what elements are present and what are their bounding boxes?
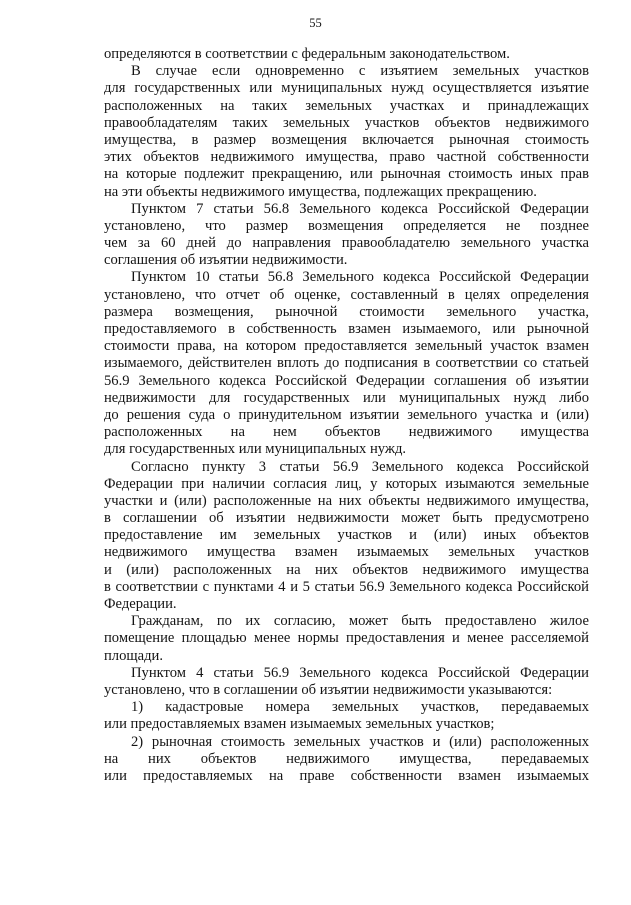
text-line: Федерации при наличии согласия лиц, у которых изымаются земельные [104, 475, 589, 492]
text-line: в соответствии с пунктами 4 и 5 статьи 56.9 Земельного кодекса Российской [104, 578, 589, 595]
text-line: на них объектов недвижимого имущества, передаваемых [104, 750, 589, 767]
text-line: на которые подлежит прекращению, или рыночная стоимость иных прав [104, 166, 589, 183]
text-line: расположенных на таких земельных участках и принадлежащих [104, 97, 589, 114]
text-line: расположенных на нем объектов недвижимого имущества [104, 424, 589, 441]
paragraph [104, 665, 589, 699]
text-line: Гражданам, по их согласию, может быть предоставлено жилое [131, 613, 589, 630]
paragraph [104, 201, 589, 270]
text-line: или предоставляемых на праве собственности взамен изымаемых [104, 767, 589, 784]
text-line: на эти объекты недвижимого имущества, подлежащих прекращению. [104, 183, 537, 200]
text-line: до решения суда о принудительном изъятии земельного участка и (или) [104, 406, 589, 423]
text-line: установлено, что размер возмещения определяется не позднее [104, 217, 589, 234]
text-line: Пунктом 4 статьи 56.9 Земельного кодекса Российской Федерации [131, 664, 589, 681]
text-line: этих объектов недвижимого имущества, право частной собственности [104, 149, 589, 166]
text-line: помещение площадью менее нормы предоставления и менее расселяемой [104, 630, 589, 647]
text-line: установлено, что отчет об оценке, составленный в целях определения [104, 286, 589, 303]
text-line: имущества, в размер возмещения включается рыночная стоимость [104, 131, 589, 148]
text-line: Согласно пункту 3 статьи 56.9 Земельного кодекса Российской [131, 458, 589, 475]
text-line: Пунктом 10 статьи 56.8 Земельного кодекса Российской Федерации [131, 269, 589, 286]
text-line: недвижимого имущества взамен изымаемых земельных участков [104, 544, 589, 561]
paragraph [104, 46, 589, 63]
paragraph [104, 63, 589, 201]
text-line: для государственных или муниципальных нужд осуществляется изъятие [104, 80, 589, 97]
text-line: чем за 60 дней до направления правообладателю земельного участка [104, 235, 589, 252]
text-line: правообладателям таких земельных участков объектов недвижимого [104, 114, 589, 131]
paragraph [104, 613, 589, 665]
text-line: 1) кадастровые номера земельных участков, передаваемых [131, 699, 589, 716]
text-line: в соглашении об изъятии недвижимости может быть предусмотрено [104, 510, 589, 527]
page-number: 55 [309, 16, 322, 30]
text-line: Федерации. [104, 596, 177, 612]
paragraph [104, 734, 589, 786]
paragraph [104, 269, 589, 458]
text-line: размера возмещения, рыночной стоимости земельного участка, [104, 303, 589, 320]
text-line: площади. [104, 647, 163, 664]
text-line: соглашения об изъятии недвижимости. [104, 252, 348, 269]
text-line: установлено, что в соглашении об изъятии недвижимости указываются: [104, 681, 553, 698]
paragraph [104, 699, 589, 733]
document-body [104, 46, 589, 785]
text-line: изымаемого, действителен вплоть до подписания в соответствии со статьей [104, 355, 589, 372]
text-line: Пунктом 7 статьи 56.8 Земельного кодекса Российской Федерации [131, 200, 589, 217]
text-line: определяются в соответствии с федеральным законодательством. [104, 46, 510, 62]
text-line: или предоставляемых взамен изымаемых земельных участков; [104, 716, 495, 733]
paragraph [104, 459, 589, 614]
text-line: недвижимости для государственных или муниципальных нужд либо [104, 389, 589, 406]
text-line: участки и (или) расположенные на них объекты недвижимого имущества, [104, 492, 589, 509]
text-line: для государственных или муниципальных нужд. [104, 441, 407, 458]
text-line: 2) рыночная стоимость земельных участков и (или) расположенных [131, 733, 589, 750]
text-line: 56.9 Земельного кодекса Российской Федерации соглашения об изъятии [104, 372, 589, 389]
text-line: предоставляемого в собственность взамен изымаемого, или рыночной [104, 321, 589, 337]
text-line: стоимости права, на котором предоставляется земельный участок взамен [104, 338, 589, 355]
text-line: В случае если одновременно с изъятием земельных участков [131, 63, 589, 80]
text-line: и (или) расположенных на них объектов недвижимого имущества [104, 561, 589, 578]
text-line: предоставление им земельных участков и (или) иных объектов [104, 527, 589, 544]
